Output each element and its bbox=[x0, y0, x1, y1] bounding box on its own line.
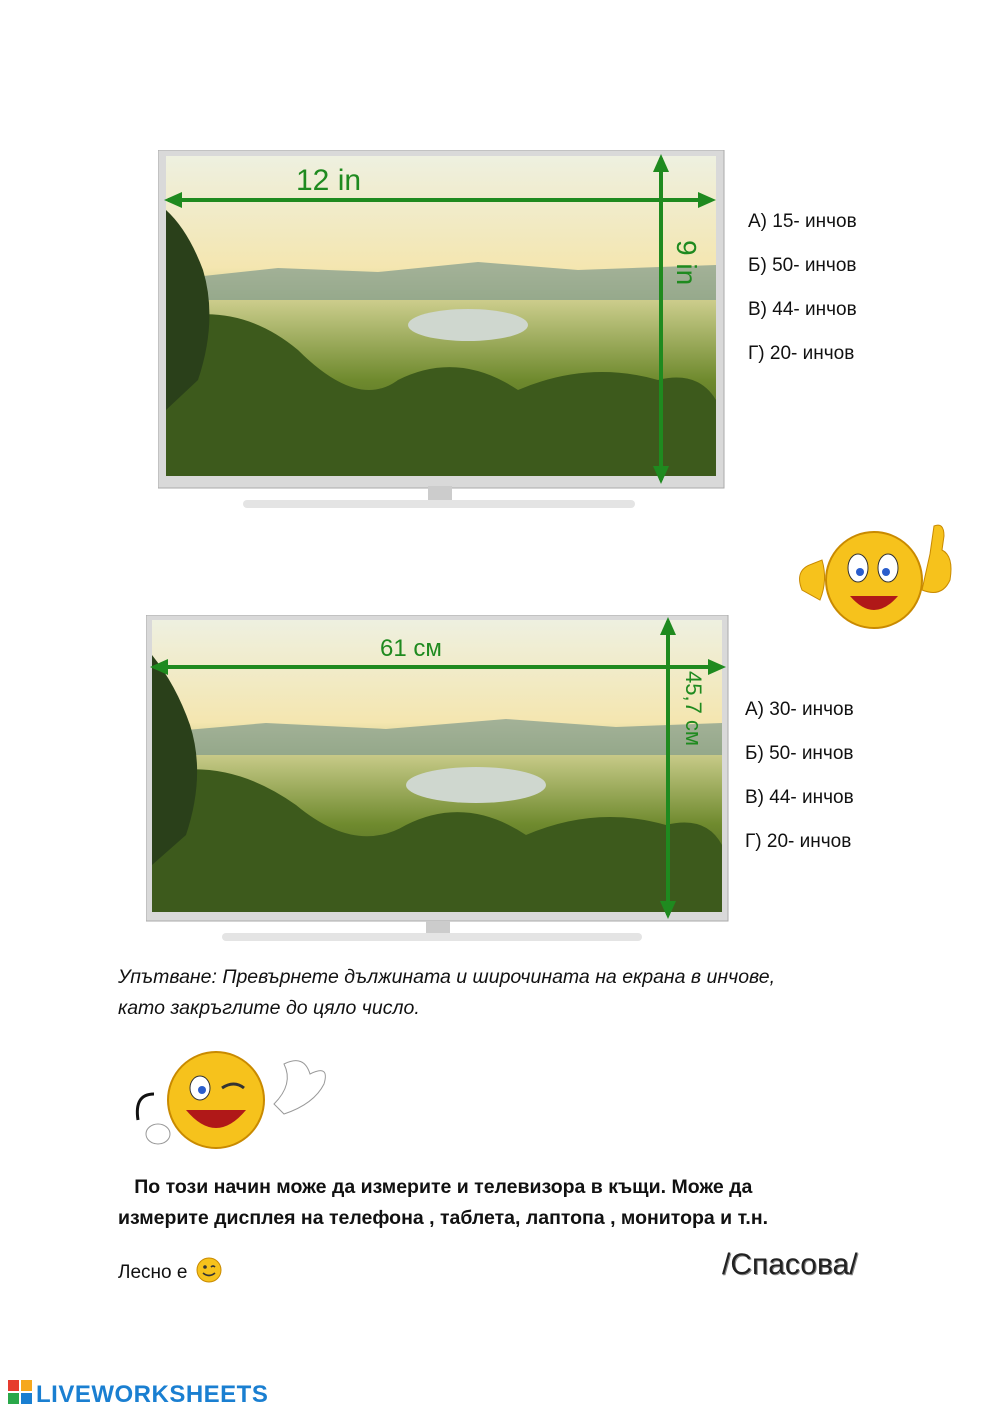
instruction-text bbox=[118, 1172, 878, 1234]
instruction-line-2: измерите дисплея на телефона , таблета, лаптопа , монитора и т.н. bbox=[118, 1207, 769, 1229]
tv-image-2 bbox=[146, 615, 732, 945]
wink-emoji-icon bbox=[195, 1256, 223, 1290]
tv2-option-b[interactable]: Б) 50- инчов bbox=[745, 743, 854, 764]
ok-wink-smiley-icon bbox=[134, 1044, 334, 1159]
easy-line bbox=[118, 1256, 223, 1290]
tv2-height-label: 45,7 см bbox=[681, 671, 706, 747]
thumbs-up-smiley-icon bbox=[792, 520, 957, 640]
tv1-height-label: 9 in bbox=[671, 240, 702, 286]
tv1-option-c[interactable]: В) 44- инчов bbox=[748, 299, 857, 320]
tv1-width-label: 12 in bbox=[296, 164, 362, 197]
tv2-width-label: 61 см bbox=[380, 635, 442, 662]
footer-logo[interactable] bbox=[8, 1380, 268, 1409]
signature: /Спасова/ bbox=[722, 1248, 858, 1281]
tv1-option-b[interactable]: Б) 50- инчов bbox=[748, 255, 857, 276]
tv1-answer-options bbox=[748, 200, 857, 376]
footer-brand: LIVEWORKSHEETS bbox=[36, 1380, 269, 1408]
hint-line-1: Упътване: Превърнете дължината и широчината на екрана в инчове, bbox=[118, 966, 776, 988]
tv2-option-c[interactable]: В) 44- инчов bbox=[745, 787, 854, 808]
tv1-option-a[interactable]: А) 15- инчов bbox=[748, 211, 857, 232]
tv2-option-d[interactable]: Г) 20- инчов bbox=[745, 831, 852, 852]
tv2-option-a[interactable]: А) 30- инчов bbox=[745, 699, 854, 720]
hint-line-2: като закръглите до цяло число. bbox=[118, 997, 420, 1019]
easy-text: Лесно е bbox=[118, 1262, 188, 1283]
tv2-answer-options bbox=[745, 688, 854, 864]
tv-image-1 bbox=[158, 150, 728, 522]
tv1-option-d[interactable]: Г) 20- инчов bbox=[748, 343, 855, 364]
instruction-line-1: По този начин може да измерите и телевизора в къщи. Може да bbox=[118, 1176, 753, 1198]
hint-text bbox=[118, 962, 878, 1024]
liveworksheets-logo-icon bbox=[8, 1380, 32, 1409]
